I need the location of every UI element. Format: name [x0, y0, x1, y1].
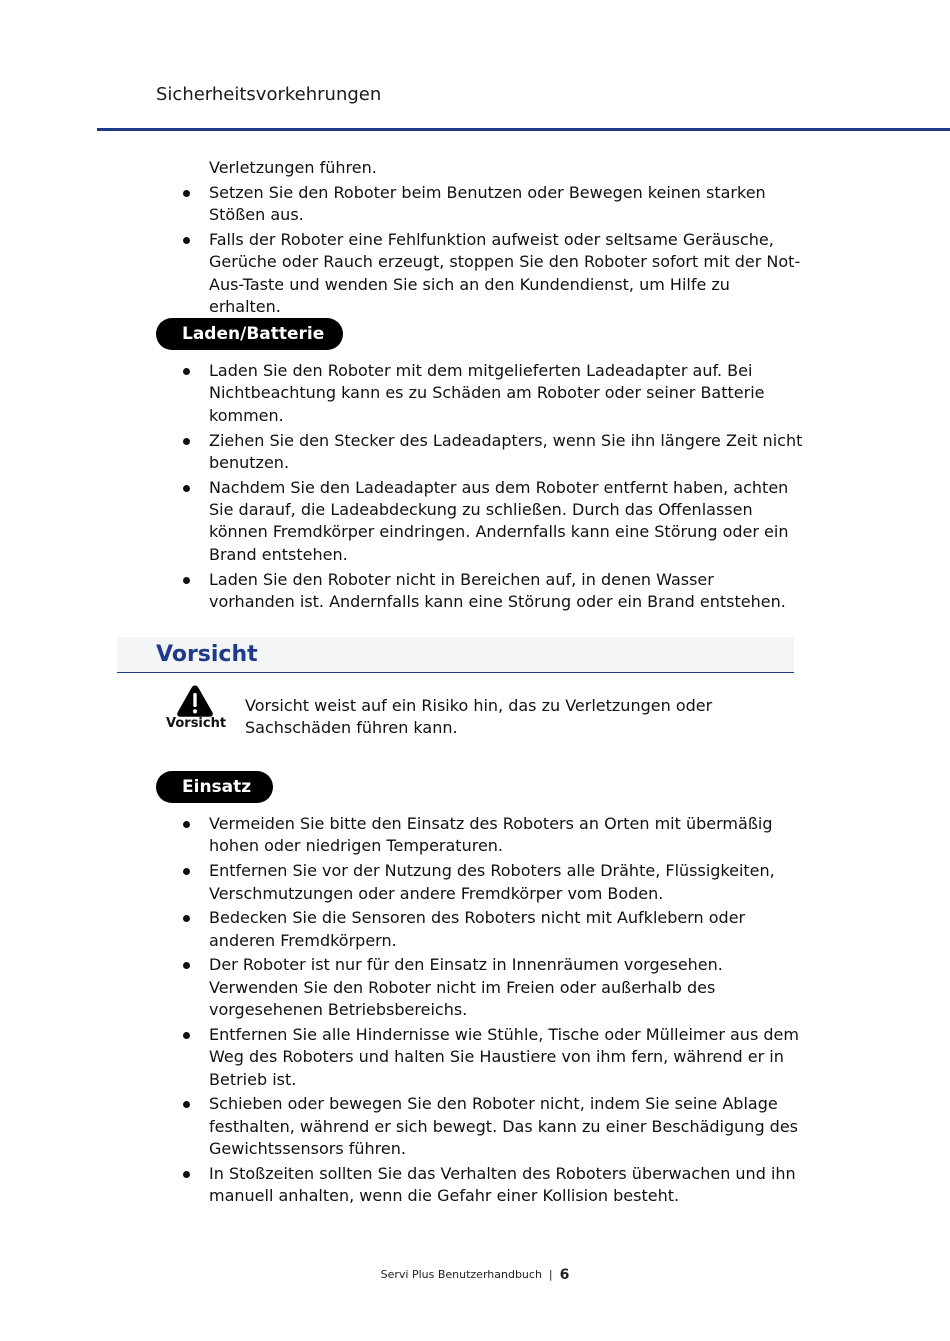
- laden-list: [156, 360, 804, 616]
- warning-icon-label: Vorsicht: [166, 716, 227, 731]
- list-item: Entfernen Sie vor der Nutzung des Roboters alle Drähte, Flüssigkeiten, Verschmutzungen oder andere Fremdkörper vom Boden.: [156, 860, 804, 905]
- list-item: Nachdem Sie den Ladeadapter aus dem Roboter entfernt haben, achten Sie darauf, die Ladeabdeckung zu schließen. Durch das Offenlassen können Fremdkörper eindringen. Andernfalls kann eine Störung oder ein Brand entstehen.: [156, 477, 804, 567]
- list-item: In Stoßzeiten sollten Sie das Verhalten des Roboters überwachen und ihn manuell anhalten, wenn die Gefahr einer Kollision besteht.: [156, 1163, 804, 1208]
- header-divider: [97, 128, 950, 131]
- vorsicht-title: Vorsicht: [156, 642, 258, 667]
- page-number: 6: [559, 1267, 570, 1283]
- section-heading-einsatz: Einsatz: [156, 771, 273, 803]
- list-item: Entfernen Sie alle Hindernisse wie Stühle, Tische oder Mülleimer aus dem Weg des Roboters und halten Sie Haustiere von ihm fern, während er in Betrieb ist.: [156, 1024, 804, 1091]
- list-item: Bedecken Sie die Sensoren des Roboters nicht mit Aufklebern oder anderen Fremdkörpern.: [156, 907, 804, 952]
- list-item: Setzen Sie den Roboter beim Benutzen oder Bewegen keinen starken Stößen aus.: [156, 182, 804, 227]
- einsatz-list: [156, 813, 804, 1210]
- list-item-continuation: Verletzungen führen.: [209, 158, 377, 177]
- list-item: Vermeiden Sie bitte den Einsatz des Roboters an Orten mit übermäßig hohen oder niedrigen Temperaturen.: [156, 813, 804, 858]
- list-item: Schieben oder bewegen Sie den Roboter nicht, indem Sie seine Ablage festhalten, während er sich bewegt. Das kann zu einer Beschädigung des Gewichtssensors führen.: [156, 1093, 804, 1160]
- footer-manual-name: Servi Plus Benutzerhandbuch: [380, 1268, 542, 1281]
- section-heading-laden: Laden/Batterie: [156, 318, 343, 350]
- list-item: Laden Sie den Roboter mit dem mitgelieferten Ladeadapter auf. Bei Nichtbeachtung kann es zu Schäden am Roboter oder seiner Batterie kommen.: [156, 360, 804, 427]
- page-header-title: Sicherheitsvorkehrungen: [156, 84, 382, 105]
- page-footer: [0, 1267, 950, 1283]
- list-item: Laden Sie den Roboter nicht in Bereichen auf, in denen Wasser vorhanden ist. Andernfalls kann eine Störung oder ein Brand entstehen.: [156, 569, 804, 614]
- list-item: Ziehen Sie den Stecker des Ladeadapters, wenn Sie ihn längere Zeit nicht benutzen.: [156, 430, 804, 475]
- list-item: Der Roboter ist nur für den Einsatz in Innenräumen vorgesehen. Verwenden Sie den Roboter nicht im Freien oder außerhalb des vorgesehenen Betriebsbereichs.: [156, 954, 804, 1021]
- list-item: Falls der Roboter eine Fehlfunktion aufweist oder seltsame Geräusche, Gerüche oder Rauch erzeugt, stoppen Sie den Roboter sofort mit der Not-Aus-Taste und wenden Sie sich an den Kundendienst, um Hilfe zu erhalten.: [156, 229, 804, 319]
- vorsicht-description: Vorsicht weist auf ein Risiko hin, das zu Verletzungen oder Sachschäden führen kann.: [245, 696, 713, 738]
- footer-separator: |: [548, 1268, 553, 1281]
- intro-list: [156, 157, 804, 321]
- warning-triangle-icon: [176, 684, 214, 718]
